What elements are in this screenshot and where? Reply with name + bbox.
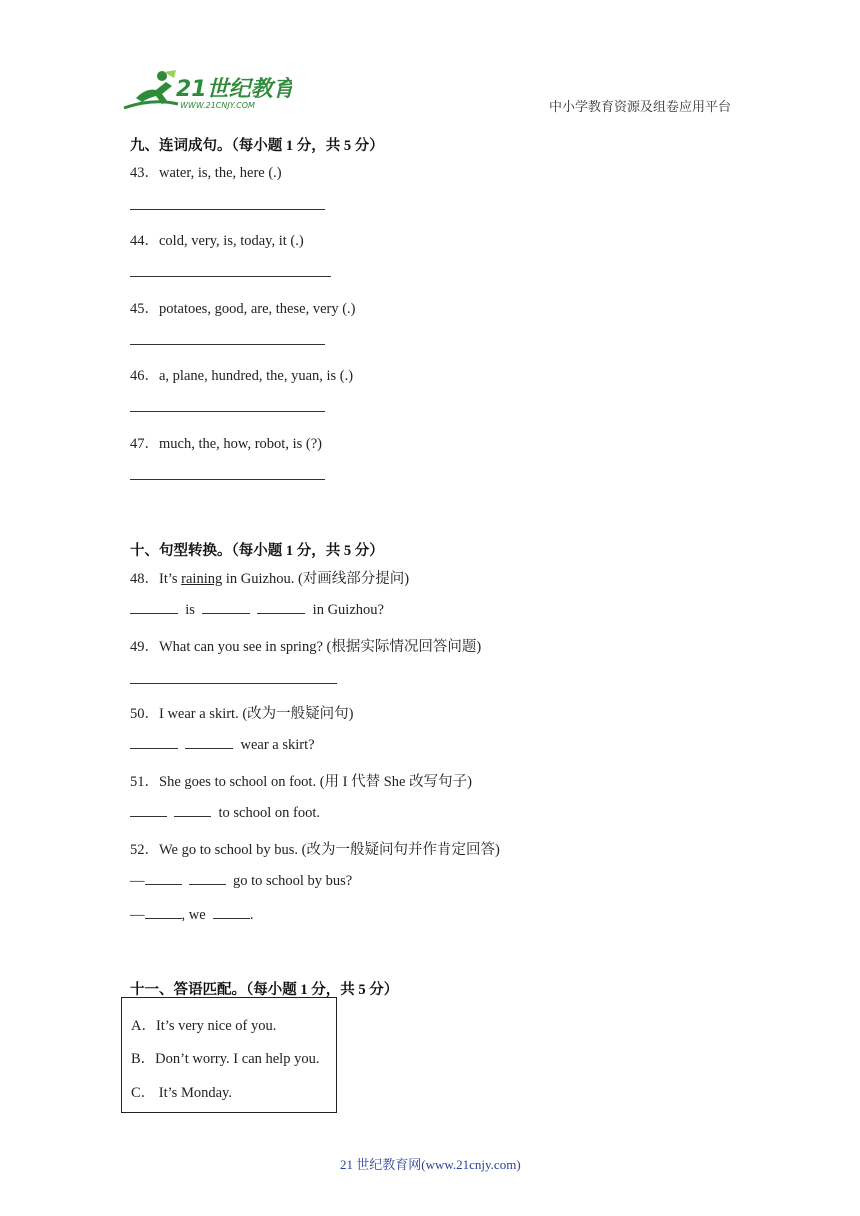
answer-48-row (130, 601, 384, 619)
question-48-underlined: raining (181, 571, 223, 587)
header-platform-text: 中小学教育资源及组卷应用平台 (549, 99, 732, 114)
question-52: 52．We go to school by bus. (改为一般疑问句并作肯定回答) (130, 842, 500, 858)
blank-50-1[interactable] (130, 736, 178, 749)
answer-line-46[interactable] (130, 411, 325, 412)
answer-50-row (130, 736, 315, 754)
blank-52-3[interactable] (145, 906, 182, 919)
answer-line-44[interactable] (130, 276, 331, 277)
question-47: 47．much, the, how, robot, is (?) (130, 436, 322, 452)
answer-line-49[interactable] (130, 683, 337, 684)
blank-51-2[interactable] (174, 804, 211, 817)
logo-text: 21世纪教育 (176, 77, 292, 102)
question-50: 50．I wear a skirt. (改为一般疑问句) (130, 706, 354, 722)
runner-logo-icon (122, 68, 292, 114)
answer-52-tail: go to school by bus? (233, 873, 353, 889)
dash-52-a: — (130, 907, 145, 923)
answer-50-tail: wear a skirt? (240, 737, 315, 753)
question-48 (130, 567, 409, 588)
question-48-prefix: 48．It’s (130, 571, 182, 587)
answer-options-box (121, 997, 337, 1113)
section11-title: 十一、答语匹配。（每小题 1 分，共 5 分） (130, 982, 399, 998)
answer-51-tail: to school on foot. (218, 805, 320, 821)
blank-52-4[interactable] (213, 906, 250, 919)
question-44: 44．cold, very, is, today, it (.) (130, 233, 304, 249)
blank-52-1[interactable] (145, 872, 182, 885)
answer-line-47[interactable] (130, 479, 325, 480)
site-logo (122, 68, 292, 114)
logo-url: WWW.21CNJY.COM (180, 101, 255, 110)
answer-48-is: is (185, 602, 195, 618)
blank-50-2[interactable] (185, 736, 233, 749)
answer-line-45[interactable] (130, 344, 325, 345)
option-b: B．Don’t worry. I can help you. (131, 1051, 320, 1067)
question-51: 51．She goes to school on foot. (用 I 代替 She 改写句子) (130, 774, 472, 790)
blank-51-1[interactable] (130, 804, 167, 817)
blank-48-1[interactable] (130, 601, 178, 614)
section10-title: 十、句型转换。（每小题 1 分，共 5 分） (130, 543, 384, 559)
answer-52-question-row (130, 872, 352, 890)
question-45: 45．potatoes, good, are, these, very (.) (130, 301, 356, 317)
blank-48-3[interactable] (257, 601, 305, 614)
answer-51-row (130, 804, 320, 822)
dash-52-q: — (130, 873, 145, 889)
question-48-suffix: in Guizhou. (对画线部分提问) (222, 571, 410, 587)
section9-title: 九、连词成句。（每小题 1 分，共 5 分） (130, 138, 384, 154)
answer-52-reply-row (130, 906, 254, 924)
option-a: A．It’s very nice of you. (131, 1018, 277, 1034)
question-46: 46．a, plane, hundred, the, yuan, is (.) (130, 368, 354, 384)
blank-48-2[interactable] (202, 601, 250, 614)
question-43: 43．water, is, the, here (.) (130, 165, 282, 181)
answer-52-reply-end: . (249, 907, 254, 923)
question-49: 49．What can you see in spring? (根据实际情况回答问题) (130, 639, 482, 655)
answer-line-43[interactable] (130, 209, 325, 210)
option-c: C． It’s Monday. (131, 1085, 232, 1101)
answer-52-reply-mid: , we (181, 907, 206, 923)
footer-site-link[interactable]: 21 世纪教育网(www.21cnjy.com) (340, 1157, 521, 1172)
answer-48-tail: in Guizhou? (312, 602, 384, 618)
blank-52-2[interactable] (189, 872, 226, 885)
